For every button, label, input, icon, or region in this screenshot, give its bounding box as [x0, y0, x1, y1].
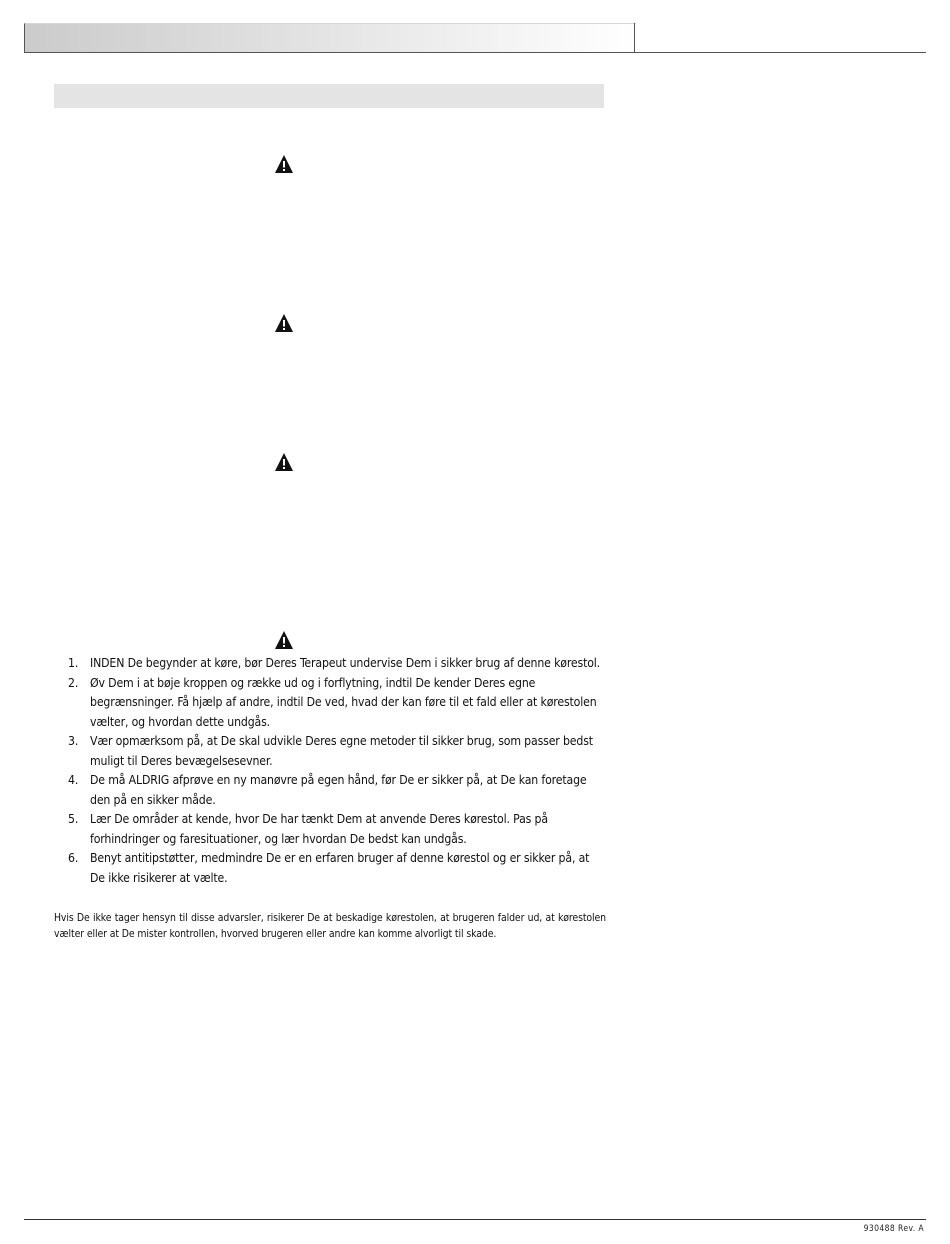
document-code: 930488 Rev. A	[863, 1224, 924, 1234]
list-item	[54, 849, 606, 888]
item-number: 1.	[68, 656, 79, 670]
safety-instructions-list	[54, 654, 606, 888]
warning-triangle-icon	[274, 452, 294, 472]
list-item	[54, 810, 606, 849]
footer-rule	[24, 1219, 926, 1220]
warning-triangle-icon	[274, 630, 294, 650]
item-text: Øv Dem i at bøje kroppen og række ud og i forflytning, indtil De kender Deres egne begrænsninger. Få hjælp af andre, indtil De ved, hvad der kan føre til et fald eller at kørestolen vælter, og hvordan dette undgås.	[90, 675, 597, 729]
header-rule	[24, 52, 926, 53]
item-text: Lær De områder at kende, hvor De har tænkt Dem at anvende Deres kørestol. Pas på forhindringer og faresituationer, og lær hvordan De bedst kan undgås.	[90, 812, 548, 846]
item-text: De må ALDRIG afprøve en ny manøvre på egen hånd, før De er sikker på, at De kan foretage den på en sikker måde.	[90, 773, 587, 807]
header-bar	[24, 23, 636, 53]
warning-note: Hvis De ikke tager hensyn til disse advarsler, risikerer De at beskadige kørestolen, at brugeren falder ud, at kørestolen vælter eller at De mister kontrollen, hvorved brugeren eller andre kan komme alvorligt til skade.	[54, 912, 606, 941]
item-number: 5.	[68, 812, 79, 826]
item-text: Vær opmærksom på, at De skal udvikle Deres egne metoder til sikker brug, som passer bedst muligt til Deres bevægelsesevner.	[90, 734, 593, 768]
list-item	[54, 732, 606, 771]
item-number: 4.	[68, 773, 79, 787]
list-item	[54, 654, 606, 674]
item-number: 6.	[68, 851, 79, 865]
header-divider	[634, 23, 635, 53]
item-text: INDEN De begynder at køre, bør Deres Terapeut undervise Dem i sikker brug af denne kørestol.	[90, 656, 601, 670]
item-number: 2.	[68, 675, 79, 690]
warning-triangle-icon	[274, 313, 294, 333]
item-text: Benyt antitipstøtter, medmindre De er en erfaren bruger af denne kørestol og er sikker på, at De ikke risikerer at vælte.	[90, 851, 590, 885]
list-item	[54, 771, 606, 810]
item-number: 3.	[68, 734, 79, 748]
list-item	[54, 674, 606, 733]
warning-triangle-icon	[274, 154, 294, 174]
section-title-bar	[54, 84, 604, 108]
